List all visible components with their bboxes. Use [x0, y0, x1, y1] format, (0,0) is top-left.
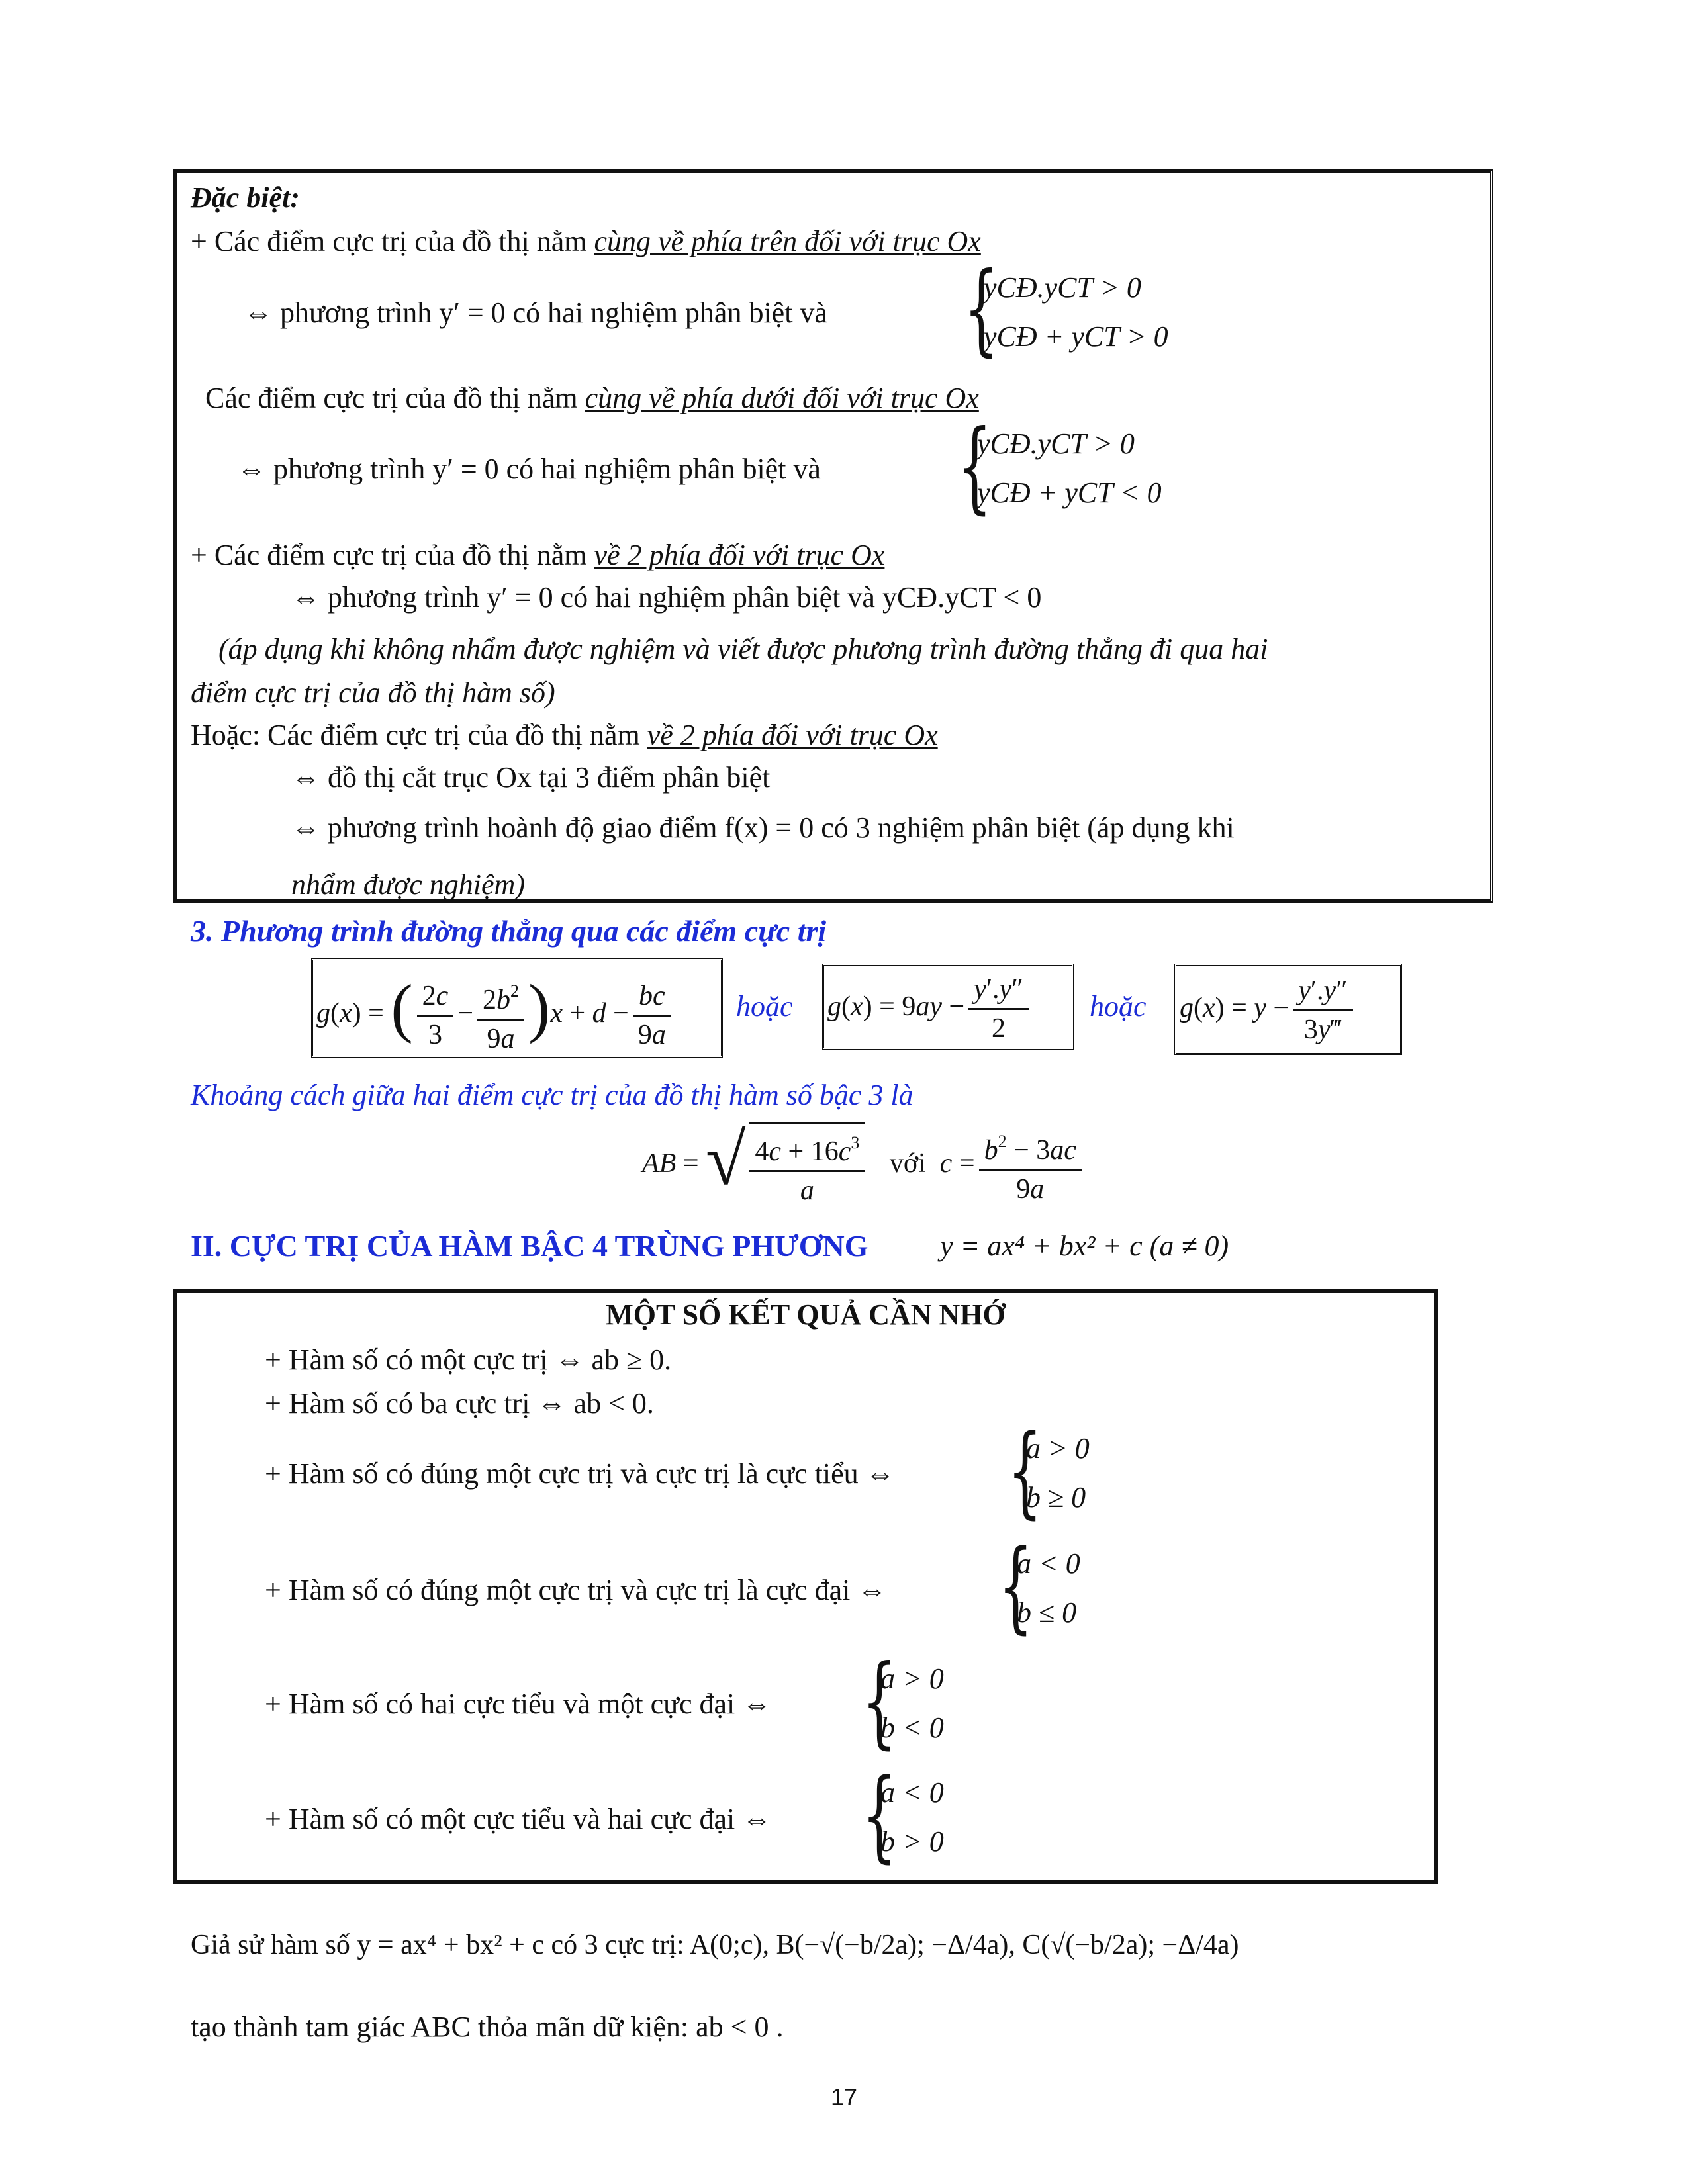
line-below-ox: Các điểm cực trị của đồ thị nằm cùng về phía dưới đối với trục Ox — [205, 382, 979, 414]
line-cuts-ox: ⇔ đồ thị cắt trục Ox tại 3 điểm phân biệt — [291, 761, 771, 794]
equiv-line-c: ⇔ phương trình y′ = 0 có hai nghiệm phân biệt và yCĐ.yCT < 0 — [291, 581, 1042, 614]
formula-2: g(x) = 9ay − $\frac{y'.y''}{2}$ — [827, 970, 1033, 1047]
result-5-cond-2: b < 0 — [880, 1711, 944, 1744]
line-above-ox: + Các điểm cực trị của đồ thị nằm cùng về phía trên đối với trục Ox — [191, 225, 981, 257]
section3-title: 3. Phương trình đường thẳng qua các điểm cực trị — [191, 914, 827, 948]
result-3: + Hàm số có đúng một cực trị và cực trị là cực tiểu ⇔ — [265, 1457, 895, 1490]
system-brace: { — [862, 1758, 897, 1873]
result-4-cond-1: a < 0 — [1017, 1547, 1080, 1580]
page-number: 17 — [830, 2083, 858, 2111]
result-4-cond-2: b ≤ 0 — [1017, 1596, 1077, 1629]
result-6: + Hàm số có một cực tiểu và hai cực đại ⇔ — [265, 1803, 772, 1835]
system-brace: { — [862, 1644, 897, 1759]
result-3-cond-1: a > 0 — [1026, 1432, 1090, 1465]
result-5-cond-1: a > 0 — [880, 1662, 944, 1695]
distance-label: Khoảng cách giữa hai điểm cực trị của đồ thị hàm số bậc 3 là — [191, 1079, 914, 1111]
system-brace: { — [1008, 1414, 1043, 1529]
special-title: Đặc biệt: — [191, 181, 300, 214]
equiv-line-a: ⇔ phương trình y′ = 0 có hai nghiệm phân biệt và — [244, 296, 827, 329]
result-6-cond-2: b > 0 — [880, 1825, 944, 1858]
results-title: MỘT SỐ KẾT QUẢ CẦN NHỚ — [606, 1298, 1006, 1331]
result-2: + Hàm số có ba cực trị ⇔ ab < 0. — [265, 1387, 654, 1420]
note-line-2: điểm cực trị của đồ thị hàm số) — [191, 676, 555, 709]
or-label-1: hoặc — [736, 990, 793, 1023]
formula-3: g(x) = y − $\frac{y'.y''}{3y‴}$ — [1180, 972, 1357, 1048]
result-4: + Hàm số có đúng một cực trị và cực trị là cực đại ⇔ — [265, 1574, 887, 1606]
result-3-cond-2: b ≥ 0 — [1026, 1481, 1086, 1514]
bottom-line-1: Giả sử hàm số y = ax⁴ + bx² + c có 3 cực trị: A(0;c), B(−√(−b/2a); −Δ/4a), C(√(−b/2a); −Δ/4a) — [191, 1930, 1239, 1960]
distance-formula: AB = √ $\frac{4c + 16c^3}{a}$ với c = $\frac{b^2 - 3ac}{9a}$ — [642, 1120, 1086, 1209]
system-brace: { — [964, 251, 999, 367]
formula-1: g(x) = ( $\frac{2c}{3}$ − $\frac{2b^2}{9a}$ )x + d − $\frac{bc}{9a}$ — [316, 972, 675, 1058]
system-a-1: yCĐ.yCT > 0 — [984, 271, 1141, 304]
equiv-line-b: ⇔ phương trình y′ = 0 có hai nghiệm phân biệt và — [237, 453, 821, 485]
result-5: + Hàm số có hai cực tiểu và một cực đại ⇔ — [265, 1688, 772, 1720]
system-b-2: yCĐ + yCT < 0 — [977, 477, 1162, 509]
system-a-2: yCĐ + yCT > 0 — [984, 320, 1168, 353]
system-b-1: yCĐ.yCT > 0 — [977, 428, 1135, 460]
bottom-line-2: tạo thành tam giác ABC thỏa mãn dữ kiện: ab < 0 . — [191, 2011, 784, 2043]
result-1: + Hàm số có một cực trị ⇔ ab ≥ 0. — [265, 1343, 672, 1376]
or-label-2: hoặc — [1090, 990, 1147, 1023]
line-or: Hoặc: Các điểm cực trị của đồ thị nằm về 2 phía đối với trục Ox — [191, 719, 938, 751]
sectionII-equation: y = ax⁴ + bx² + c (a ≠ 0) — [940, 1230, 1229, 1262]
line-intersection: ⇔ phương trình hoành độ giao điểm f(x) = 0 có 3 nghiệm phân biệt (áp dụng khi — [291, 811, 1235, 844]
system-brace: { — [998, 1529, 1033, 1644]
line-guess-roots: nhẩm được nghiệm) — [291, 868, 525, 901]
note-line-1: (áp dụng khi không nhẩm được nghiệm và viết được phương trình đường thẳng đi qua hai — [218, 633, 1268, 665]
sectionII-title: II. CỰC TRỊ CỦA HÀM BẬC 4 TRÙNG PHƯƠNG — [191, 1229, 868, 1263]
result-6-cond-1: a < 0 — [880, 1776, 944, 1809]
line-two-sides: + Các điểm cực trị của đồ thị nằm về 2 phía đối với trục Ox — [191, 539, 885, 571]
system-brace: { — [957, 409, 992, 524]
